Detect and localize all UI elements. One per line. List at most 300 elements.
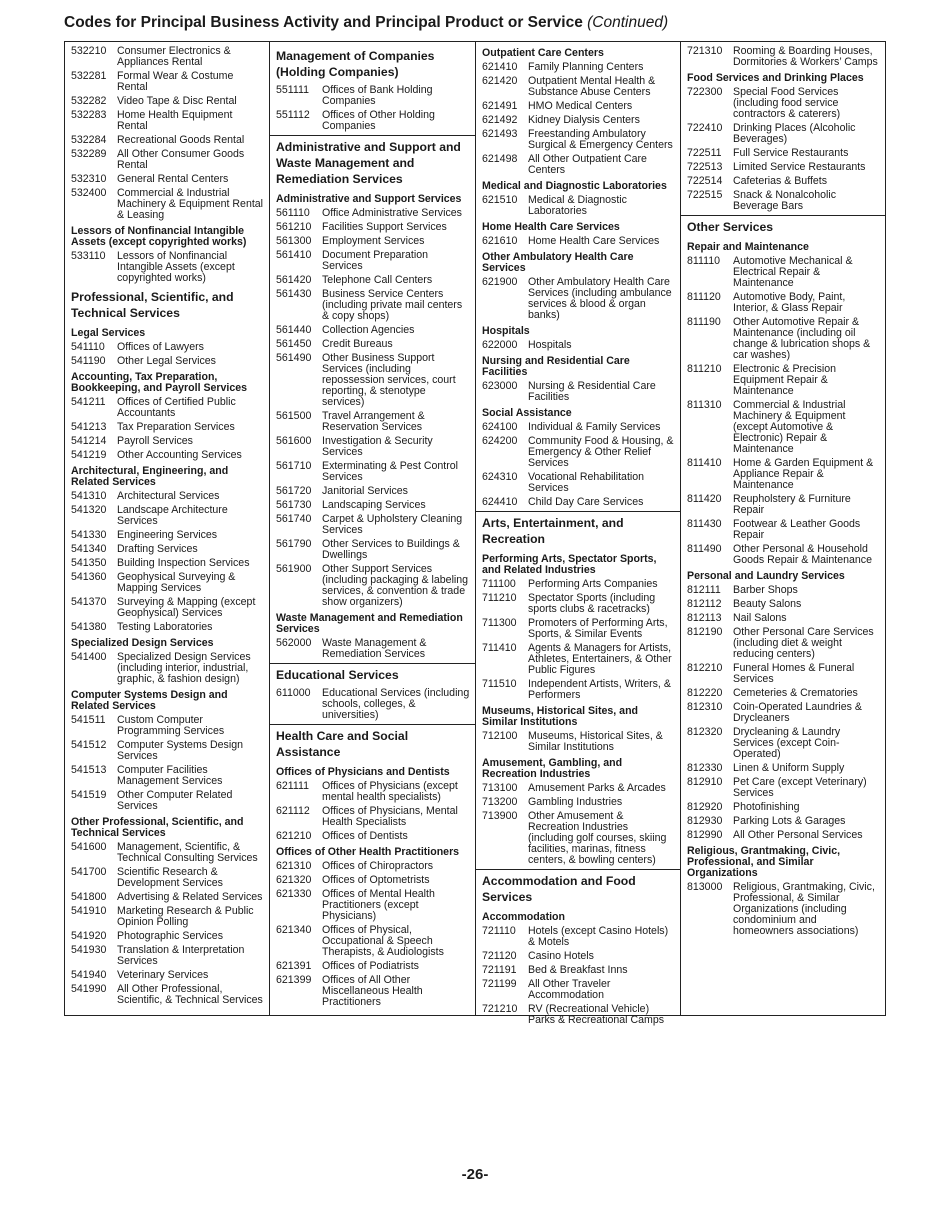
activity-code: 541310: [71, 490, 107, 502]
activity-description: Offices of Dentists: [322, 830, 408, 842]
code-entry-721110: [476, 926, 680, 948]
activity-code: 621210: [276, 830, 312, 842]
activity-code: 621391: [276, 960, 312, 972]
code-entry-621493: [476, 129, 680, 151]
activity-code: 711300: [482, 617, 517, 629]
sector-heading: Professional, Scientific, and Technical Services: [71, 290, 234, 320]
activity-code: 721120: [482, 950, 517, 962]
subsector-heading: Offices of Other Health Practitioners: [276, 846, 460, 858]
activity-code: 561440: [276, 324, 312, 336]
activity-code: 551112: [276, 109, 310, 121]
code-entry-561740: [270, 514, 475, 536]
subsector-heading: Museums, Historical Sites, and Similar Institutions: [482, 705, 639, 728]
sector-heading: Arts, Entertainment, and Recreation: [476, 511, 680, 549]
activity-code: 541214: [71, 435, 107, 447]
activity-code: 721210: [482, 1003, 518, 1015]
activity-code: 811120: [687, 291, 721, 303]
activity-code: 561110: [276, 207, 310, 219]
activity-code: 541513: [71, 764, 107, 776]
activity-code: 621610: [482, 235, 518, 247]
code-entry-811410: [681, 458, 885, 491]
activity-description: Offices of Physical, Occupational & Speech Therapists, & Audiologists: [322, 924, 444, 958]
activity-description: Automotive Body, Paint, Interior, & Glass Repair: [733, 291, 846, 314]
activity-code: 812330: [687, 762, 723, 774]
activity-description: Child Day Care Services: [528, 496, 644, 508]
activity-description: Engineering Services: [117, 529, 218, 541]
code-entry-721120: [476, 951, 680, 962]
activity-code: 621491: [482, 100, 518, 112]
activity-code: 811420: [687, 493, 722, 505]
activity-description: Other Computer Related Services: [117, 789, 233, 812]
activity-description: Bed & Breakfast Inns: [528, 964, 628, 976]
activity-code: 611000: [276, 687, 311, 699]
code-entry-561420: [270, 275, 475, 286]
activity-code: 541511: [71, 714, 106, 726]
activity-description: Offices of Lawyers: [117, 341, 204, 353]
activity-code: 812310: [687, 701, 723, 713]
activity-description: Freestanding Ambulatory Surgical & Emergency Centers: [528, 128, 673, 151]
activity-code: 812920: [687, 801, 723, 813]
activity-description: Exterminating & Pest Control Services: [322, 460, 459, 483]
subsector-heading: Nursing and Residential Care Facilities: [482, 355, 630, 378]
code-entry-541219: [65, 450, 269, 461]
subsector-heading: Religious, Grantmaking, Civic, Professional, and Similar Organizations: [687, 845, 841, 879]
code-entry-621410: [476, 62, 680, 73]
code-entry-541310: [65, 491, 269, 502]
code-entry-541213: [65, 422, 269, 433]
activity-description: Full Service Restaurants: [733, 147, 849, 159]
activity-code: 541990: [71, 983, 107, 995]
activity-code: 561410: [276, 249, 312, 261]
activity-description: Architectural Services: [117, 490, 220, 502]
code-entry-532282: [65, 96, 269, 107]
code-entry-541511: [65, 715, 269, 737]
code-entry-722515: [681, 190, 885, 212]
activity-code: 621310: [276, 860, 312, 872]
activity-code: 722514: [687, 175, 723, 187]
subsector-heading: Specialized Design Services: [71, 637, 214, 649]
code-entry-713200: [476, 797, 680, 808]
code-entry-561900: [270, 564, 475, 608]
activity-description: General Rental Centers: [117, 173, 229, 185]
page-number: -26-: [461, 1166, 489, 1183]
activity-code: 541320: [71, 504, 107, 516]
code-entry-711100: [476, 579, 680, 590]
activity-description: Recreational Goods Rental: [117, 134, 245, 146]
activity-description: Vocational Rehabilitation Services: [528, 471, 645, 494]
subsector-heading: Personal and Laundry Services: [687, 570, 845, 582]
code-entry-561450: [270, 339, 475, 350]
activity-code: 711510: [482, 678, 517, 690]
subsector-heading: Repair and Maintenance: [687, 241, 809, 253]
activity-description: Employment Services: [322, 235, 425, 247]
code-entry-561730: [270, 500, 475, 511]
code-entry-624410: [476, 497, 680, 508]
subsector-heading: Accounting, Tax Preparation, Bookkeeping, and Payroll Services: [71, 371, 248, 394]
activity-description: Photofinishing: [733, 801, 800, 813]
activity-code: 532289: [71, 148, 107, 160]
activity-description: HMO Medical Centers: [528, 100, 633, 112]
code-entry-541190: [65, 356, 269, 367]
activity-description: Amusement Parks & Arcades: [528, 782, 666, 794]
code-entry-812920: [681, 802, 885, 813]
activity-code: 532282: [71, 95, 107, 107]
activity-code: 811430: [687, 518, 722, 530]
code-entry-721210: [476, 1004, 680, 1026]
code-entry-541340: [65, 544, 269, 555]
activity-code: 624310: [482, 471, 518, 483]
code-entry-541330: [65, 530, 269, 541]
activity-code: 812111: [687, 584, 721, 596]
activity-code: 711210: [482, 592, 517, 604]
activity-description: Carpet & Upholstery Cleaning Services: [322, 513, 463, 536]
code-entry-713100: [476, 783, 680, 794]
code-entry-561410: [270, 250, 475, 272]
activity-code: 532283: [71, 109, 107, 121]
activity-code: 541600: [71, 841, 107, 853]
activity-description: Other Business Support Services (including repossession services, court reporting, & stenotype services): [322, 352, 456, 408]
activity-description: Marketing Research & Public Opinion Polling: [117, 905, 254, 928]
activity-description: Reupholstery & Furniture Repair: [733, 493, 851, 516]
subsector-heading: Offices of Physicians and Dentists: [276, 766, 450, 778]
activity-description: Other Services to Buildings & Dwellings: [322, 538, 460, 561]
code-entry-811210: [681, 364, 885, 397]
activity-code: 561710: [276, 460, 312, 472]
sector-heading: Educational Services: [270, 663, 475, 685]
activity-description: Barber Shops: [733, 584, 798, 596]
activity-code: 812112: [687, 598, 722, 610]
activity-code: 561600: [276, 435, 312, 447]
activity-description: Collection Agencies: [322, 324, 415, 336]
code-entry-812220: [681, 688, 885, 699]
code-entry-621112: [270, 806, 475, 828]
page-title-suffix: (Continued): [587, 14, 669, 31]
subsector-heading: Administrative and Support Services: [276, 193, 462, 205]
activity-code: 721310: [687, 45, 723, 57]
activity-description: Spectator Sports (including sports clubs & racetracks): [528, 592, 656, 615]
activity-description: Surveying & Mapping (except Geophysical) Services: [117, 596, 256, 619]
code-entry-532310: [65, 174, 269, 185]
subsector-heading: Social Assistance: [482, 407, 572, 419]
code-entry-711210: [476, 593, 680, 615]
sector-heading: Accommodation and Food Services: [476, 869, 680, 907]
activity-code: 541211: [71, 396, 106, 408]
activity-code: 621410: [482, 61, 518, 73]
activity-description: Tax Preparation Services: [117, 421, 235, 433]
code-entry-721310: [681, 46, 885, 68]
activity-code: 561720: [276, 485, 312, 497]
code-entry-621491: [476, 101, 680, 112]
activity-code: 811310: [687, 399, 722, 411]
subsector-heading: Architectural, Engineering, and Related Services: [71, 465, 229, 488]
code-entry-711410: [476, 643, 680, 676]
code-entry-811120: [681, 292, 885, 314]
activity-description: Offices of Physicians, Mental Health Specialists: [322, 805, 458, 828]
activity-description: Home Health Care Services: [528, 235, 660, 247]
activity-code: 532284: [71, 134, 107, 146]
activity-code: 541519: [71, 789, 107, 801]
activity-code: 624200: [482, 435, 518, 447]
activity-description: Linen & Uniform Supply: [733, 762, 845, 774]
activity-code: 541370: [71, 596, 107, 608]
activity-description: Hospitals: [528, 339, 572, 351]
activity-description: Offices of All Other Miscellaneous Health Practitioners: [322, 974, 423, 1008]
activity-code: 713200: [482, 796, 518, 808]
subsector-heading: Home Health Care Services: [482, 221, 620, 233]
activity-description: Telephone Call Centers: [322, 274, 433, 286]
code-entry-722511: [681, 148, 885, 159]
activity-code: 721199: [482, 978, 517, 990]
code-entry-621310: [270, 861, 475, 872]
activity-description: Performing Arts Companies: [528, 578, 658, 590]
code-entry-541920: [65, 931, 269, 942]
activity-code: 541219: [71, 449, 107, 461]
code-entry-623000: [476, 381, 680, 403]
code-entry-561300: [270, 236, 475, 247]
subsector-heading: Outpatient Care Centers: [482, 47, 604, 59]
activity-code: 541512: [71, 739, 107, 751]
code-entry-551112: [270, 110, 475, 132]
activity-description: Lessors of Nonfinancial Intangible Assets (except copyrighted works): [117, 250, 235, 284]
activity-description: Community Food & Housing, & Emergency & Other Relief Services: [528, 435, 674, 469]
activity-code: 722511: [687, 147, 722, 159]
code-entry-712100: [476, 731, 680, 753]
page-title-text: Codes for Principal Business Activity and Principal Product or Service: [64, 14, 583, 31]
activity-description: Cafeterias & Buffets: [733, 175, 828, 187]
code-entry-812113: [681, 613, 885, 624]
activity-description: Other Personal & Household Goods Repair & Maintenance: [733, 543, 872, 566]
code-entry-561110: [270, 208, 475, 219]
activity-code: 541350: [71, 557, 107, 569]
activity-code: 533110: [71, 250, 106, 262]
activity-description: Electronic & Precision Equipment Repair & Maintenance: [733, 363, 837, 397]
activity-code: 561300: [276, 235, 312, 247]
activity-description: All Other Personal Services: [733, 829, 863, 841]
activity-description: Formal Wear & Costume Rental: [117, 70, 234, 93]
activity-description: Facilities Support Services: [322, 221, 447, 233]
activity-code: 621420: [482, 75, 518, 87]
code-entry-562000: [270, 638, 475, 660]
activity-description: Cemeteries & Crematories: [733, 687, 858, 699]
activity-description: RV (Recreational Vehicle) Parks & Recreational Camps: [528, 1003, 665, 1026]
code-entry-722514: [681, 176, 885, 187]
activity-code: 811490: [687, 543, 722, 555]
subsector-heading: Accommodation: [482, 911, 565, 923]
code-entry-711300: [476, 618, 680, 640]
activity-description: Commercial & Industrial Machinery & Equipment Rental & Leasing: [117, 187, 264, 221]
code-entry-812210: [681, 663, 885, 685]
code-entry-812190: [681, 627, 885, 660]
activity-description: All Other Consumer Goods Rental: [117, 148, 245, 171]
activity-description: Geophysical Surveying & Mapping Services: [117, 571, 236, 594]
subsector-heading: Computer Systems Design and Related Services: [71, 689, 228, 712]
subsector-heading: Food Services and Drinking Places: [687, 72, 864, 84]
code-entry-532283: [65, 110, 269, 132]
subsector-heading: Other Ambulatory Health Care Services: [482, 251, 634, 274]
code-entry-541512: [65, 740, 269, 762]
codes-column-2: [270, 42, 476, 1015]
subsector-heading: Lessors of Nonfinancial Intangible Assets (except copyrighted works): [71, 225, 247, 248]
code-entry-624100: [476, 422, 680, 433]
code-entry-561500: [270, 411, 475, 433]
activity-code: 541360: [71, 571, 107, 583]
code-entry-561790: [270, 539, 475, 561]
activity-code: 621399: [276, 974, 312, 986]
activity-description: Offices of Chiropractors: [322, 860, 434, 872]
activity-code: 711410: [482, 642, 517, 654]
code-entry-812112: [681, 599, 885, 610]
activity-description: Pet Care (except Veterinary) Services: [733, 776, 867, 799]
sector-heading: Other Services: [681, 215, 885, 237]
code-entry-722300: [681, 87, 885, 120]
activity-code: 621320: [276, 874, 312, 886]
activity-description: Computer Systems Design Services: [117, 739, 243, 762]
activity-code: 812930: [687, 815, 723, 827]
code-entry-541910: [65, 906, 269, 928]
activity-description: Outpatient Mental Health & Substance Abuse Centers: [528, 75, 656, 98]
code-entry-812990: [681, 830, 885, 841]
activity-code: 722515: [687, 189, 723, 201]
activity-code: 722300: [687, 86, 723, 98]
activity-code: 812910: [687, 776, 723, 788]
code-entry-532210: [65, 46, 269, 68]
activity-description: Business Service Centers (including private mail centers & copy shops): [322, 288, 463, 322]
code-entry-621510: [476, 195, 680, 217]
activity-description: Hotels (except Casino Hotels) & Motels: [528, 925, 669, 948]
activity-code: 813000: [687, 881, 723, 893]
activity-description: Other Personal Care Services (including diet & weight reducing centers): [733, 626, 874, 660]
activity-code: 812190: [687, 626, 723, 638]
code-entry-621330: [270, 889, 475, 922]
activity-description: Document Preparation Services: [322, 249, 428, 272]
activity-description: Limited Service Restaurants: [733, 161, 866, 173]
activity-description: Travel Arrangement & Reservation Services: [322, 410, 425, 433]
code-entry-621340: [270, 925, 475, 958]
code-entry-561720: [270, 486, 475, 497]
code-entry-811490: [681, 544, 885, 566]
activity-code: 541940: [71, 969, 107, 981]
activity-description: Parking Lots & Garages: [733, 815, 846, 827]
code-entry-621420: [476, 76, 680, 98]
activity-description: Drycleaning & Laundry Services (except Coin-Operated): [733, 726, 841, 760]
codes-table: [64, 41, 886, 1026]
code-entry-813000: [681, 882, 885, 937]
activity-description: Translation & Interpretation Services: [117, 944, 245, 967]
activity-description: Credit Bureaus: [322, 338, 393, 350]
activity-code: 541330: [71, 529, 107, 541]
code-entry-611000: [270, 688, 475, 721]
codes-column-3: [476, 42, 681, 1026]
activity-code: 561730: [276, 499, 312, 511]
activity-code: 711100: [482, 578, 516, 590]
code-entry-551111: [270, 85, 475, 107]
activity-description: Home & Garden Equipment & Appliance Repair & Maintenance: [733, 457, 874, 491]
code-entry-621610: [476, 236, 680, 247]
activity-description: Other Amusement & Recreation Industries (including golf courses, skiing facilities, marinas, fitness centers, & bowling centers): [528, 810, 667, 866]
code-entry-621399: [270, 975, 475, 1008]
code-entry-713900: [476, 811, 680, 866]
activity-code: 722513: [687, 161, 723, 173]
activity-description: Payroll Services: [117, 435, 193, 447]
activity-code: 623000: [482, 380, 518, 392]
code-entry-541800: [65, 892, 269, 903]
code-entry-561490: [270, 353, 475, 408]
activity-code: 541380: [71, 621, 107, 633]
subsector-heading: Amusement, Gambling, and Recreation Industries: [482, 757, 623, 780]
code-entry-811190: [681, 317, 885, 361]
activity-code: 624410: [482, 496, 518, 508]
subsector-heading: Medical and Diagnostic Laboratories: [482, 180, 667, 192]
activity-description: Other Accounting Services: [117, 449, 242, 461]
code-entry-622000: [476, 340, 680, 351]
activity-code: 621492: [482, 114, 518, 126]
code-entry-561710: [270, 461, 475, 483]
activity-code: 621112: [276, 805, 310, 817]
activity-code: 811210: [687, 363, 722, 375]
activity-code: 812220: [687, 687, 723, 699]
activity-code: 621111: [276, 780, 309, 792]
activity-code: 721110: [482, 925, 516, 937]
sector-heading: Administrative and Support and Waste Management and Remediation Services: [270, 135, 475, 189]
code-entry-532284: [65, 135, 269, 146]
code-entry-541513: [65, 765, 269, 787]
activity-description: Other Legal Services: [117, 355, 216, 367]
code-entry-621320: [270, 875, 475, 886]
activity-description: Nail Salons: [733, 612, 787, 624]
code-entry-541350: [65, 558, 269, 569]
sector-heading: Management of Companies (Holding Companies): [276, 49, 435, 79]
activity-description: Offices of Physicians (except mental health specialists): [322, 780, 458, 803]
activity-code: 541800: [71, 891, 107, 903]
activity-description: Other Ambulatory Health Care Services (including ambulance services & blood & organ banks): [528, 276, 672, 321]
code-entry-533110: [65, 251, 269, 284]
activity-description: Other Automotive Repair & Maintenance (including oil change & lubrication shops & car washes): [733, 316, 871, 361]
code-entry-721199: [476, 979, 680, 1001]
code-entry-812111: [681, 585, 885, 596]
code-entry-722513: [681, 162, 885, 173]
code-entry-541400: [65, 652, 269, 685]
activity-code: 532210: [71, 45, 107, 57]
activity-description: Offices of Mental Health Practitioners (except Physicians): [322, 888, 435, 922]
activity-description: Janitorial Services: [322, 485, 408, 497]
activity-description: All Other Outpatient Care Centers: [528, 153, 647, 176]
activity-description: Offices of Certified Public Accountants: [117, 396, 236, 419]
activity-description: Beauty Salons: [733, 598, 802, 610]
activity-code: 541400: [71, 651, 107, 663]
activity-description: Footwear & Leather Goods Repair: [733, 518, 861, 541]
code-entry-541600: [65, 842, 269, 864]
activity-code: 622000: [482, 339, 518, 351]
code-entry-541211: [65, 397, 269, 419]
page-title: [64, 14, 668, 32]
subsector-heading: Other Professional, Scientific, and Technical Services: [71, 816, 244, 839]
activity-description: Landscape Architecture Services: [117, 504, 228, 527]
code-entry-532400: [65, 188, 269, 221]
activity-description: Gambling Industries: [528, 796, 623, 808]
activity-code: 561420: [276, 274, 312, 286]
activity-description: Offices of Optometrists: [322, 874, 430, 886]
subsector-heading: Performing Arts, Spectator Sports, and Related Industries: [482, 553, 657, 576]
activity-description: Advertising & Related Services: [117, 891, 263, 903]
activity-description: Special Food Services (including food service contractors & caterers): [733, 86, 841, 120]
activity-code: 561490: [276, 352, 312, 364]
subsector-heading: Waste Management and Remediation Services: [276, 612, 463, 635]
activity-code: 621900: [482, 276, 518, 288]
activity-code: 721191: [482, 964, 517, 976]
code-entry-812310: [681, 702, 885, 724]
activity-code: 532310: [71, 173, 107, 185]
code-entry-621210: [270, 831, 475, 842]
